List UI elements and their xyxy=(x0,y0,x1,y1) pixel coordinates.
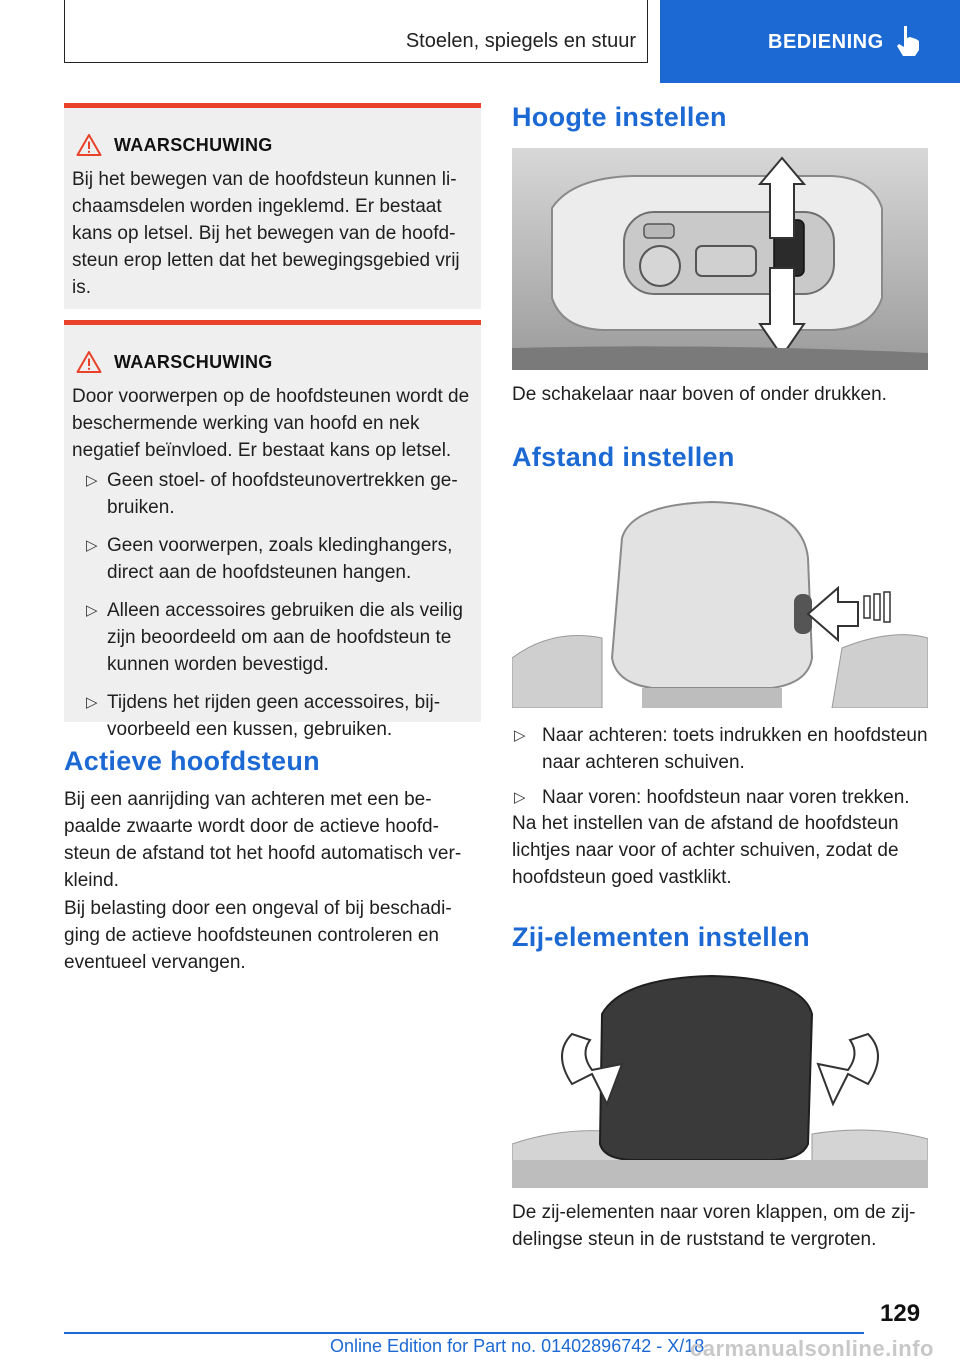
paragraph-distance: Na het instellen van de afstand de hoofdsteun lichtjes naar voor of achter schuiven, zodat de hoofdsteun goed vastklikt. xyxy=(512,813,899,888)
triangle-bullet-icon: ▷ xyxy=(514,727,526,744)
warning-triangle-icon xyxy=(76,350,102,374)
warning-box-2 xyxy=(64,320,481,740)
caption-height: De schakelaar naar boven of onder drukken. xyxy=(512,384,887,405)
pointing-hand-icon xyxy=(892,24,924,58)
list-item: ▷ Naar voren: hoofdsteun naar voren trekken. xyxy=(512,784,932,811)
page-number: 129 xyxy=(880,1300,921,1327)
section-title: Stoelen, spiegels en stuur xyxy=(405,30,636,52)
warning-list xyxy=(72,467,471,754)
footer-edition: Online Edition for Part no. 01402896742 - X/18 xyxy=(330,1336,705,1356)
heading-distance: Afstand instellen xyxy=(512,442,735,472)
warning-title-1 xyxy=(76,130,273,160)
heading-side-elements: Zij-elementen instellen xyxy=(512,922,810,952)
list-item: ▷ Naar achteren: toets indrukken en hoofdsteun naar achteren schuiven. xyxy=(512,722,932,776)
paragraph-active-2: Bij belasting door een ongeval of bij beschadiging de actieve hoofdsteunen controleren en eventueel vervangen. xyxy=(64,898,452,973)
paragraph-active-1: Bij een aanrijding van achteren met een bepaalde zwaarte wordt door de actieve hoofdsteun de afstand tot het hoofd automatisch verkleind. xyxy=(64,789,462,891)
headrest-distance-image xyxy=(512,498,928,708)
height-switch-image xyxy=(512,148,928,370)
list-item: ▷ Geen voorwerpen, zoals kledinghangers, direct aan de hoofdsteunen hangen. xyxy=(72,532,471,586)
warning-title-text: WAARSCHUWING xyxy=(114,351,273,372)
warning-box-1 xyxy=(64,103,481,309)
heading-active-headrest: Actieve hoofdsteun xyxy=(64,746,320,776)
triangle-bullet-icon: ▷ xyxy=(86,472,98,489)
warning-title-2 xyxy=(76,347,273,377)
warning-title-text: WAARSCHUWING xyxy=(114,134,273,155)
list-item: ▷ Geen stoel- of hoofdsteunovertrekken gebruiken. xyxy=(72,467,471,521)
watermark: carmanualsonline.info xyxy=(690,1336,934,1361)
list-item: ▷ Alleen accessoires gebruiken die als veilig zijn beoordeeld om aan de hoofdsteun te kunnen worden bevestigd. xyxy=(72,597,471,678)
warning-text-2: Door voorwerpen op de hoofdsteunen wordt de beschermende werking van hoofd en nek negatief beïnvloed. Er bestaat kans op letsel. xyxy=(72,386,470,461)
caption-side-elements: De zij-elementen naar voren klappen, om de zijdelingse steun in de ruststand te vergroten. xyxy=(512,1202,916,1250)
triangle-bullet-icon: ▷ xyxy=(86,602,98,619)
triangle-bullet-icon: ▷ xyxy=(86,694,98,711)
footer-divider xyxy=(64,1332,864,1334)
triangle-bullet-icon: ▷ xyxy=(514,789,526,806)
warning-triangle-icon xyxy=(76,133,102,157)
list-item: ▷ Tijdens het rijden geen accessoires, bijvoorbeeld een kussen, gebruiken. xyxy=(72,689,471,743)
heading-height: Hoogte instellen xyxy=(512,102,727,132)
side-elements-image xyxy=(512,974,928,1188)
warning-text-1: Bij het bewegen van de hoofdsteun kunnen lichaamsdelen worden ingeklemd. Er bestaat kans op letsel. Bij het bewegen van de hoofdsteun erop letten dat het bewegingsgebied vrij is. xyxy=(72,169,460,298)
chapter-tab-label: BEDIENING xyxy=(768,31,884,53)
triangle-bullet-icon: ▷ xyxy=(86,537,98,554)
distance-list xyxy=(512,722,932,819)
